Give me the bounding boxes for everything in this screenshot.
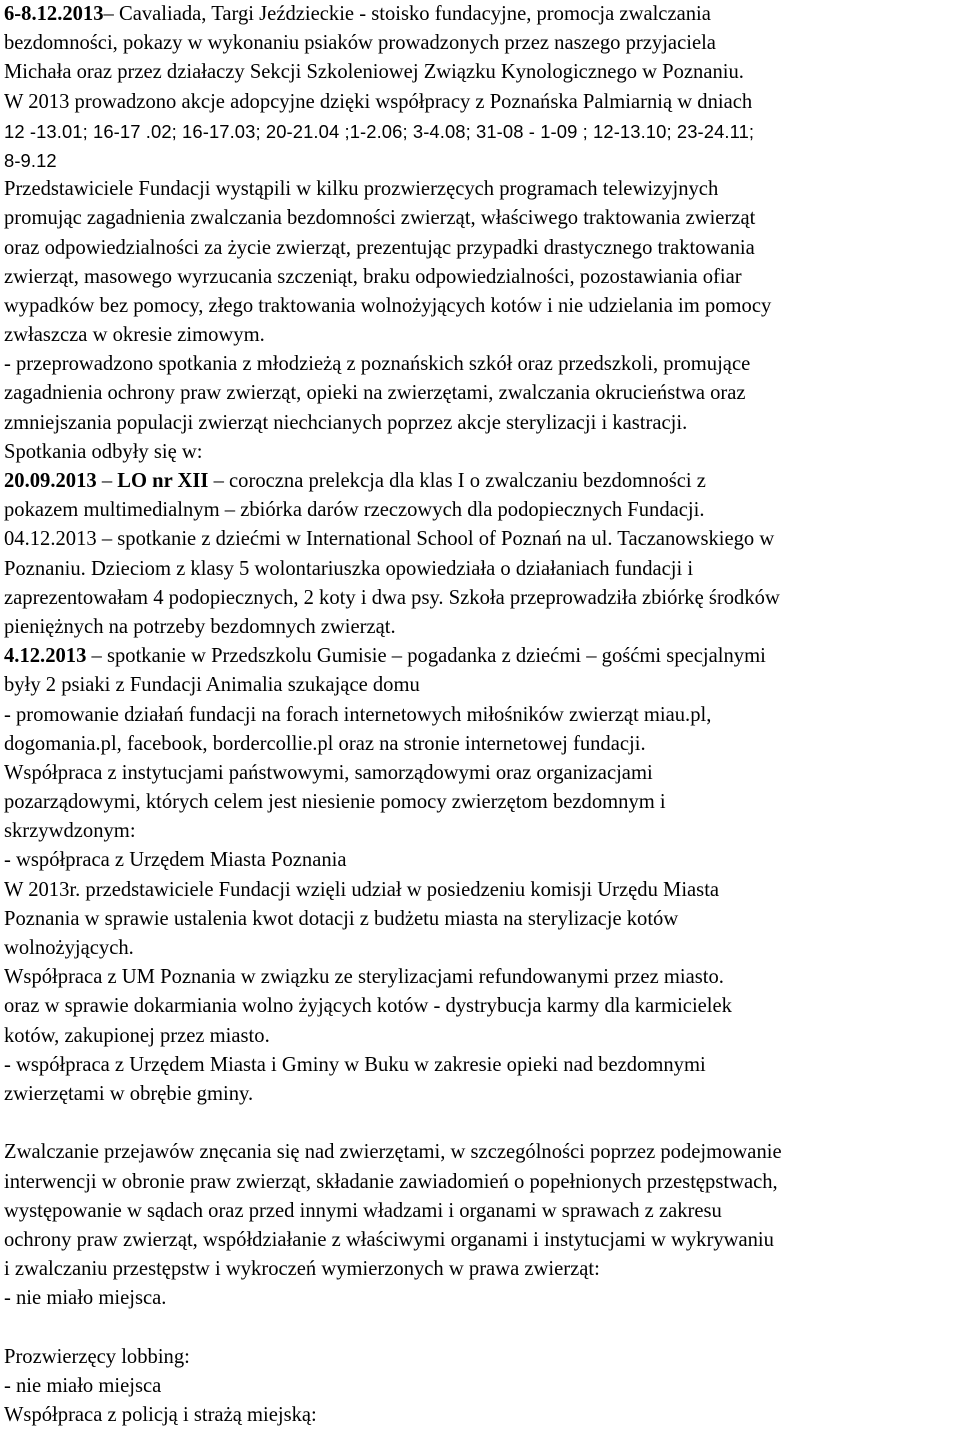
text-line: oraz odpowiedzialności za życie zwierząt, prezentując przypadki drastycznego traktowania — [4, 236, 755, 259]
text-line: pozarządowymi, których celem jest niesienie pomocy zwierzętom bezdomnym i — [4, 791, 666, 814]
meeting-date: 20.09.2013 — [4, 470, 97, 492]
meeting-international-school — [4, 525, 956, 642]
text-line: pokazem multimedialnym – zbiórka darów rzeczowych dla podopiecznych Fundacji. — [4, 499, 705, 522]
text-line: bezdomności, pokazy w wykonaniu psiaków prowadzonych przez naszego przyjaciela — [4, 32, 716, 55]
text-line: W 2013r. przedstawiciele Fundacji wzięli udział w posiedzeniu komisji Urzędu Miasta — [4, 878, 720, 901]
text-line: Współpraca z UM Poznania w związku ze sterylizacjami refundowanymi przez miasto. — [4, 966, 724, 989]
text-line: Poznania w sprawie ustalenia kwot dotacji z budżetu miasta na sterylizacje kotów — [4, 907, 679, 930]
text-line: - przeprowadzono spotkania z młodzieżą z poznańskich szkół oraz przedszkoli, promujące — [4, 353, 751, 376]
text-line: pieniężnych na potrzeby bezdomnych zwierząt. — [4, 615, 396, 638]
text-line: zwłaszcza w okresie zimowym. — [4, 324, 265, 347]
text-line: zwierzętami w obrębie gminy. — [4, 1082, 254, 1105]
paragraph-cooperation — [4, 701, 956, 1110]
text-line: występowanie w sądach oraz przed innymi władzami i organami w sprawach z zakresu — [4, 1199, 722, 1222]
event-date: 6-8.12.2013 — [4, 3, 104, 25]
text-line: Przedstawiciele Fundacji wystąpili w kilku prozwierzęcych programach telewizyjnych — [4, 178, 719, 201]
text-line: - współpraca z Urzędem Miasta Poznania — [4, 849, 347, 872]
section-heading: Prozwierzęcy lobbing: — [4, 1345, 190, 1368]
text-line: dogomania.pl, facebook, bordercollie.pl oraz na stronie internetowej fundacji. — [4, 732, 646, 755]
text-line: wypadków bez pomocy, złego traktowania wolnożyjących kotów i nie udzielania im pomocy — [4, 294, 772, 317]
text-line: Zwalczanie przejawów znęcania się nad zwierzętami, w szczególności poprzez podejmowanie — [4, 1141, 782, 1164]
text-line: ochrony praw zwierząt, współdziałanie z właściwymi organami i instytucjami w wykrywaniu — [4, 1228, 774, 1251]
text-line: W 2013 prowadzono akcje adopcyjne dzięki współpracy z Poznańska Palmiarnią w dniach — [4, 90, 753, 113]
section-heading: Współpraca z policją i strażą miejską: — [4, 1404, 317, 1426]
text-line: Spotkania odbyły się w: — [4, 440, 203, 463]
text-line: skrzywdzonym: — [4, 820, 136, 843]
text-line: interwencji w obronie praw zwierząt, składanie zawiadomień o popełnionych przestępstwach, — [4, 1170, 778, 1193]
text-line: promując zagadnienia zwalczania bezdomności zwierząt, właściwego traktowania zwierząt — [4, 207, 756, 230]
text-line: - współpraca z Urzędem Miasta i Gminy w Buku w zakresie opieki nad bezdomnymi — [4, 1053, 706, 1076]
text-line: zwierząt, masowego wyrzucania szczeniąt, braku odpowiedzialności, pozostawiania ofiar — [4, 265, 742, 288]
text-line: zaprezentowałam 4 podopiecznych, 2 koty i dwa psy. Szkoła przeprowadziła zbiórkę środków — [4, 586, 780, 609]
meeting-date: 4.12.2013 — [4, 645, 87, 668]
text-line: zagadnienia ochrony praw zwierząt, opieki na zwierzętami, zwalczania okrucieństwa oraz — [4, 382, 746, 405]
paragraph-cavaliada — [4, 0, 956, 175]
text-line: były 2 psiaki z Fundacji Animalia szukające domu — [4, 674, 420, 697]
text-line: oraz w sprawie dokarmiania wolno żyjących kotów - dystrybucja karmy dla karmicielek — [4, 995, 732, 1018]
adoption-dates-line: 12 -13.01; 16-17 .02; 16-17.03; 20-21.04 ;1-2.06; 3-4.08; 31-08 - 1-09 ; 12-13.10; 23-24.11; — [4, 120, 755, 142]
blank-line — [4, 1313, 956, 1342]
text-line: - nie miało miejsca — [4, 1374, 162, 1397]
meeting-gumisie — [4, 642, 956, 700]
meeting-lo-xii — [4, 467, 956, 525]
school-name: LO nr XII — [117, 470, 209, 492]
text-line: 20.09.2013 – LO nr XII – coroczna prelekcja dla klas I o zwalczaniu bezdomności z — [4, 470, 706, 492]
text-line: 4.12.2013 – spotkanie w Przedszkolu Gumisie – pogadanka z dziećmi – gośćmi specjalnymi — [4, 645, 766, 668]
text-line: Michała oraz przez działaczy Sekcji Szkoleniowej Związku Kynologicznego w Poznaniu. — [4, 61, 744, 84]
text-line: - nie miało miejsca. — [4, 1287, 167, 1310]
blank-line — [4, 1109, 956, 1138]
paragraph-school-meetings — [4, 350, 956, 467]
paragraph-lobbying — [4, 1343, 956, 1431]
text-line: Poznaniu. Dzieciom z klasy 5 wolontariuszka opowiedziała o działaniach fundacji i — [4, 557, 694, 580]
text-line: 04.12.2013 – spotkanie z dziećmi w International School of Poznań na ul. Taczanowskiego w — [4, 528, 775, 551]
text-line: - promowanie działań fundacji na forach internetowych miłośników zwierząt miau.pl, — [4, 703, 712, 726]
paragraph-cruelty — [4, 1138, 956, 1313]
text-line: i zwalczaniu przestępstw i wykroczeń wymierzonych w prawa zwierząt: — [4, 1258, 600, 1281]
paragraph-tv-programs — [4, 175, 956, 350]
text-line: zmniejszania populacji zwierząt niechcianych poprzez akcje sterylizacji i kastracji. — [4, 411, 688, 434]
adoption-dates-line: 8-9.12 — [4, 149, 57, 171]
text-line: 6-8.12.2013– Cavaliada, Targi Jeździeckie - stoisko fundacyjne, promocja zwalczania — [4, 3, 711, 25]
text-line: Współpraca z instytucjami państwowymi, samorządowymi oraz organizacjami — [4, 761, 653, 784]
text-line: wolnożyjących. — [4, 937, 134, 959]
text-line: kotów, zakupionej przez miasto. — [4, 1024, 270, 1047]
